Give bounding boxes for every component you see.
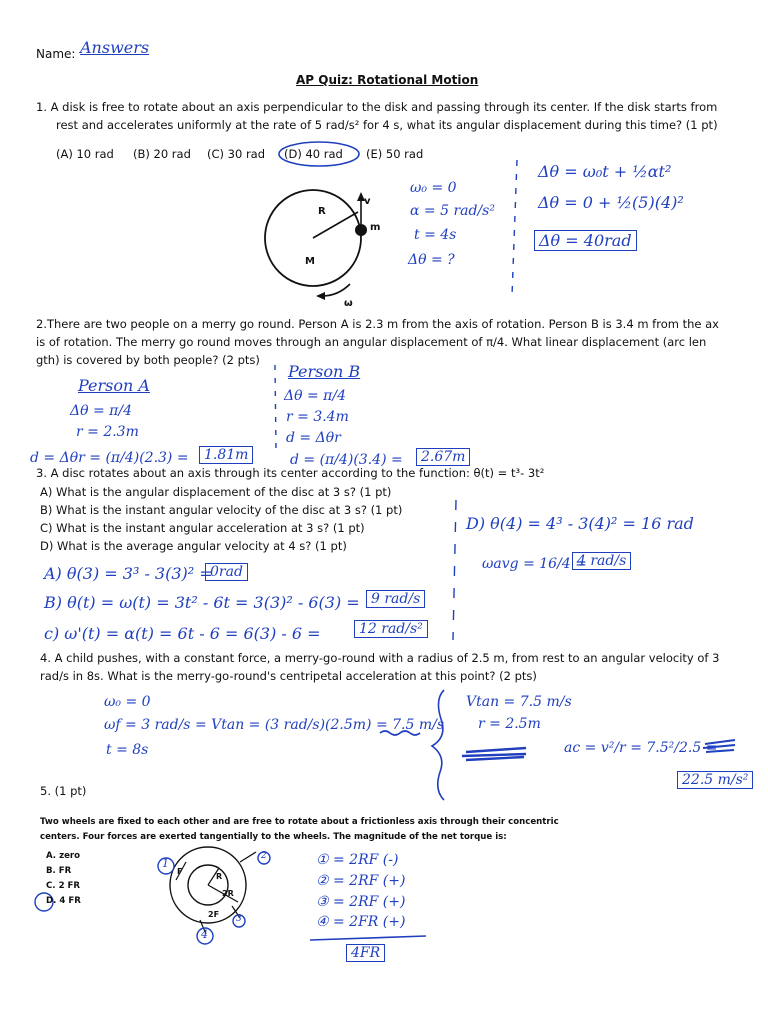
q2-b-l2: r = 3.4m: [286, 409, 349, 425]
q4-ac: ac = v²/r = 7.5²/2.5 =: [564, 740, 718, 756]
q1-divider: [512, 160, 517, 296]
q5-diagram-n3: 3: [236, 914, 242, 924]
q5-work-4: ④ = 2FR (+): [316, 914, 406, 930]
q1-choice-e: (E) 50 rad: [366, 147, 424, 161]
q3-c-calc: c) ω'(t) = α(t) = 6t - 6 = 6(3) - 6 =: [44, 624, 321, 643]
q3-d-answer: 4 rad/s: [572, 552, 631, 570]
q5-line1: Two wheels are fixed to each other and are free to rotate about a frictionless axis through their concentric: [40, 817, 559, 827]
q3-divider: [453, 500, 456, 640]
q3-c-answer: 12 rad/s²: [354, 620, 428, 638]
q5-work-1: ① = 2RF (-): [316, 852, 399, 868]
q3-b-calc: B) θ(t) = ω(t) = 3t² - 6t = 3(3)² - 6(3) =: [44, 593, 360, 612]
q3-d-calc: D) θ(4) = 4³ - 3(4)² = 16 rad: [466, 514, 694, 533]
q4-r: r = 2.5m: [478, 716, 541, 732]
q5-diagram-2r: 2R: [222, 889, 234, 898]
q5-diagram-n4: 4: [201, 928, 208, 941]
q2-b-l3: d = Δθr: [286, 430, 341, 446]
q5-choice-c: C. 2 FR: [46, 881, 81, 891]
q1-work-1: ω₀ = 0: [410, 180, 457, 196]
q5-diagram-2f: 2F: [208, 910, 220, 919]
q3-part-a: A) What is the angular displacement of the disc at 3 s? (1 pt): [40, 485, 392, 499]
q1-work-4: Δθ = ?: [408, 252, 455, 268]
q5-line2: centers. Four forces are exerted tangentially to the wheels. The magnitude of the net torque is:: [40, 832, 507, 842]
q1-label-m: m: [370, 222, 381, 233]
q2-a-l2: r = 2.3m: [76, 424, 139, 440]
q2-line2: is of rotation. The merry go round moves through an angular displacement of π/4. What linear displacement (arc len: [36, 335, 707, 349]
q2-person-a-label: Person A: [78, 376, 150, 395]
q5-label: 5. (1 pt): [40, 784, 87, 798]
q2-divider: [275, 365, 276, 450]
q1-eq1: Δθ = ω₀t + ½αt²: [538, 162, 672, 181]
q1-omega-arrow: [322, 284, 350, 296]
q5-diagram-f: F: [177, 867, 183, 876]
q3-d-avg: ωavg = 16/4 =: [482, 556, 587, 572]
q4-wf: ωf = 3 rad/s = Vtan = (3 rad/s)(2.5m) = 7.5 m/s: [104, 717, 445, 733]
q1-line2: rest and accelerates uniformly at the rate of 5 rad/s² for 4 s, what its angular displacement during this time? (1 pt): [56, 118, 718, 132]
q5-diagram-r: R: [216, 872, 223, 881]
q1-work-3: t = 4s: [414, 227, 457, 243]
page-title: AP Quiz: Rotational Motion: [296, 73, 479, 87]
q1-choice-a: (A) 10 rad: [56, 147, 114, 161]
name-label: Name:: [36, 47, 76, 61]
q1-eq2: Δθ = 0 + ½(5)(4)²: [538, 193, 684, 212]
q5-choice-d: D. 4 FR: [46, 896, 81, 906]
q1-answer: Δθ = 40rad: [534, 230, 637, 251]
q1-mass-dot: [355, 224, 367, 236]
q1-label-r: R: [318, 206, 326, 217]
q1-omega-arrowhead: [316, 292, 325, 300]
q3-b-answer: 9 rad/s: [366, 590, 425, 608]
q4-answer: 22.5 m/s²: [677, 771, 753, 789]
q3-part-c: C) What is the instant angular acceleration at 3 s? (1 pt): [40, 521, 365, 535]
q2-line1: 2.There are two people on a merry go round. Person A is 2.3 m from the axis of rotation. Person B is 3.4 m from the ax: [36, 317, 719, 331]
q1-label-big-m: M: [305, 256, 315, 267]
q1-label-omega: ω: [344, 298, 353, 309]
name-value: Answers: [80, 38, 150, 57]
q4-line2: rad/s in 8s. What is the merry-go-round's centripetal acceleration at this point? (2 pts): [40, 669, 537, 683]
q3-a-answer: 0rad: [205, 563, 248, 581]
q5-answer: 4FR: [346, 944, 385, 962]
q1-label-v: v: [364, 196, 371, 207]
q1-answer-circle: [279, 142, 359, 166]
q2-a-answer: 1.81m: [199, 446, 253, 464]
q2-b-answer: 2.67m: [416, 448, 470, 466]
q1-line1: 1. A disk is free to rotate about an axis perpendicular to the disk and passing through its center. If the disk starts from: [36, 100, 718, 114]
q4-t: t = 8s: [106, 742, 149, 758]
q1-choice-d: (D) 40 rad: [284, 147, 343, 161]
q5-diagram-n2: 2: [261, 851, 267, 861]
q4-scribble: [462, 748, 526, 760]
q5-diagram-n1: 1: [162, 857, 169, 870]
q5-work-3: ③ = 2RF (+): [316, 894, 406, 910]
q5-work-2: ② = 2RF (+): [316, 873, 406, 889]
q2-a-calc: d = Δθr = (π/4)(2.3) =: [30, 450, 189, 466]
q5-underline: [310, 936, 426, 940]
q2-person-b-label: Person B: [288, 362, 361, 381]
q2-b-calc: d = (π/4)(3.4) =: [290, 452, 403, 468]
q2-line3: gth) is covered by both people? (2 pts): [36, 353, 260, 367]
q4-brace: [432, 690, 444, 800]
q5-choice-a: A. zero: [46, 851, 81, 861]
q3-line1: 3. A disc rotates about an axis through its center according to the function: θ(t) = t³- 3t²: [36, 466, 545, 480]
q4-vtan: Vtan = 7.5 m/s: [466, 694, 572, 710]
q3-part-b: B) What is the instant angular velocity of the disc at 3 s? (1 pt): [40, 503, 403, 517]
q4-w0: ω₀ = 0: [104, 694, 151, 710]
q1-work-2: α = 5 rad/s²: [410, 203, 495, 219]
q3-part-d: D) What is the average angular velocity at 4 s? (1 pt): [40, 539, 347, 553]
q1-choice-c: (C) 30 rad: [207, 147, 266, 161]
q1-choice-b: (B) 20 rad: [133, 147, 191, 161]
q5-choice-b: B. FR: [46, 866, 72, 876]
q4-line1: 4. A child pushes, with a constant force, a merry-go-round with a radius of 2.5 m, from rest to an angular velocity of 3: [40, 651, 720, 665]
q5-force-2: [240, 852, 256, 862]
q2-b-l1: Δθ = π/4: [284, 388, 346, 404]
q3-a-calc: A) θ(3) = 3³ - 3(3)² =: [44, 564, 213, 583]
q2-a-l1: Δθ = π/4: [70, 403, 132, 419]
